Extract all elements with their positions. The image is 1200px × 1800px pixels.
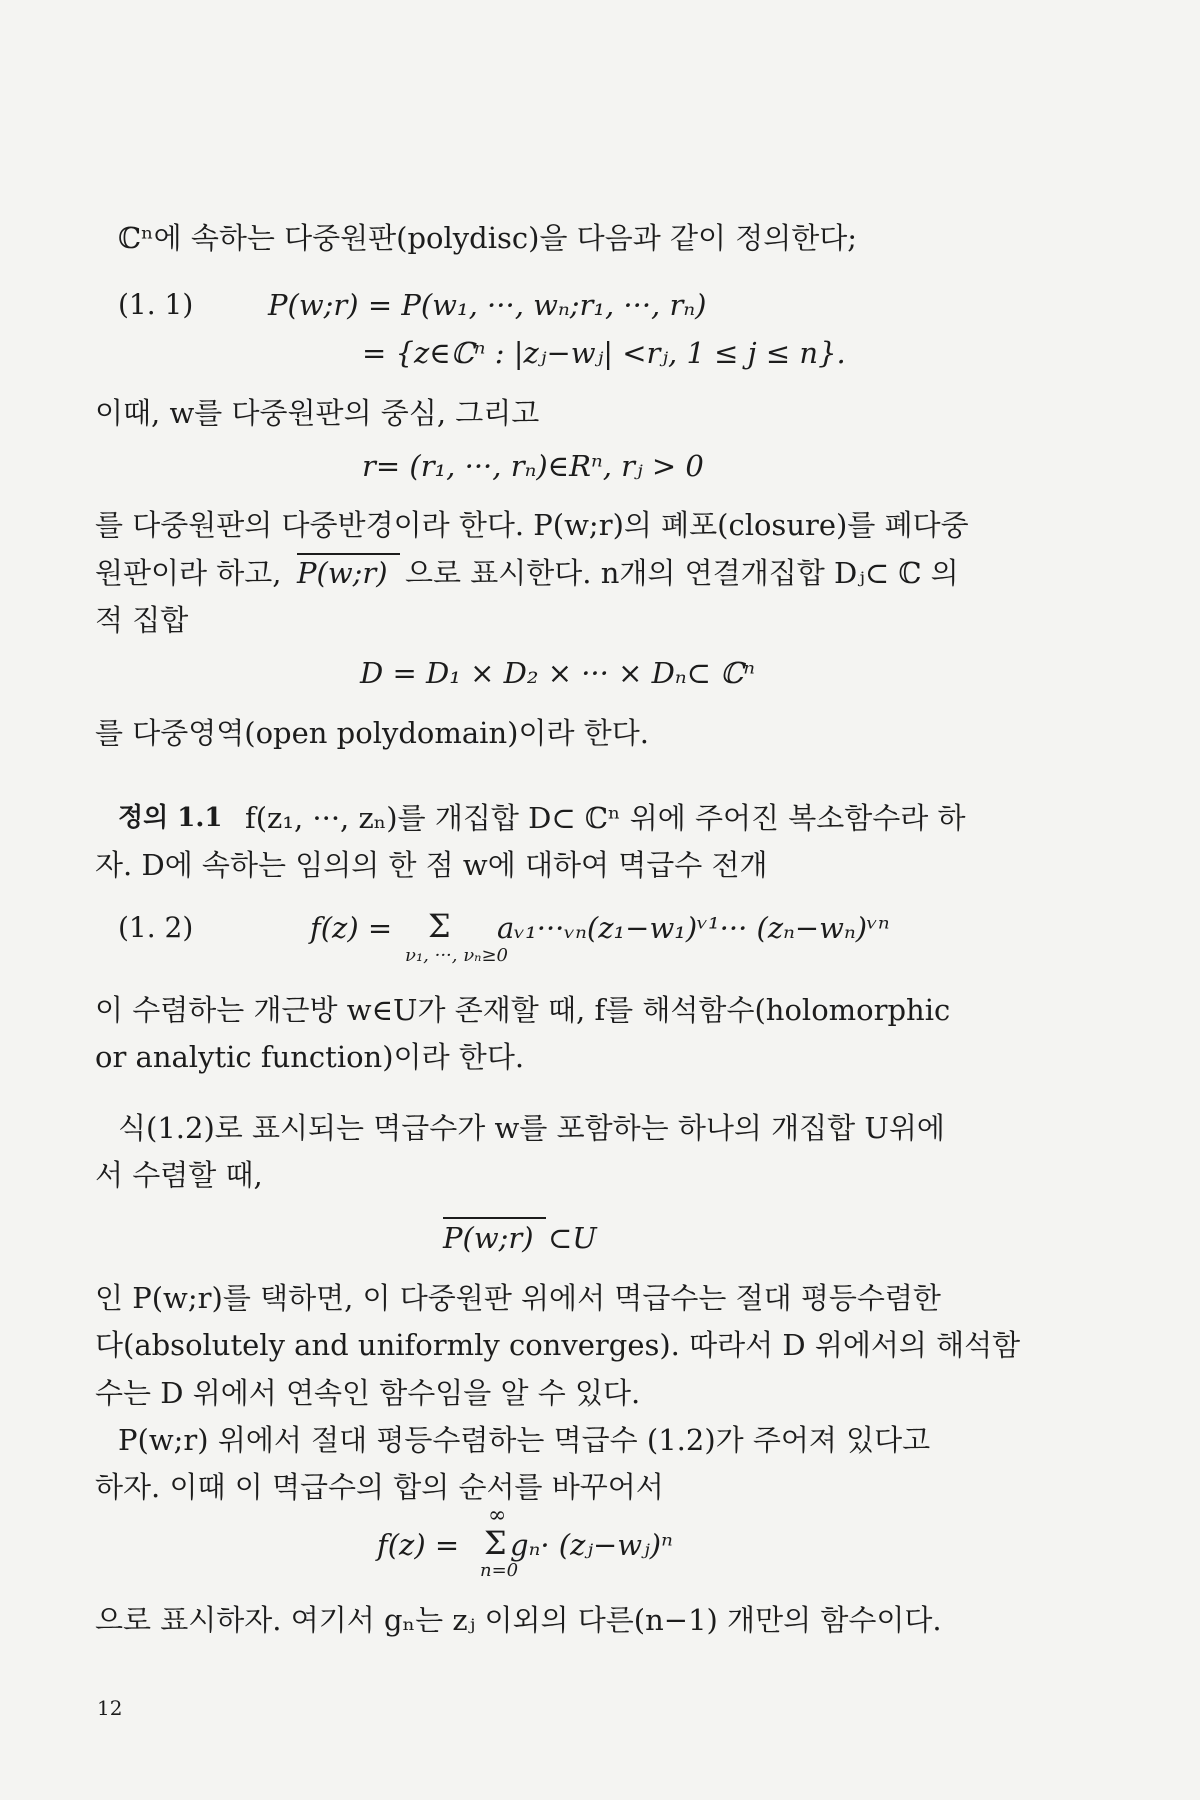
summation-upper-limit: ∞ xyxy=(488,1503,507,1528)
paragraph-line: 적 집합 xyxy=(95,603,189,637)
definition-label: 정의 1.1 xyxy=(118,803,223,833)
paragraph-line: 다(absolutely and uniformly converges). 따라서 D 위에서의 해석함 xyxy=(95,1328,1021,1362)
equation-line: r= (r₁, ···, rₙ)∈Rⁿ, rⱼ > 0 xyxy=(362,449,704,483)
paragraph-line: 원판이라 하고, xyxy=(95,556,282,590)
paragraph-line: 으로 표시한다. n개의 연결개집합 Dⱼ⊂ ℂ 의 xyxy=(405,556,959,590)
equation-line: ⊂U xyxy=(548,1221,597,1255)
closure-symbol: P(w;r) xyxy=(297,556,388,590)
paragraph-line: or analytic function)이라 한다. xyxy=(95,1040,525,1074)
paragraph-line: 으로 표시하자. 여기서 gₙ는 zⱼ 이외의 다른(n−1) 개만의 함수이다. xyxy=(95,1603,942,1637)
paragraph-line: P(w;r) 위에서 절대 평등수렴하는 멱급수 (1.2)가 주어져 있다고 xyxy=(118,1423,931,1457)
equation-body: gₙ· (zⱼ−wⱼ)ⁿ xyxy=(510,1528,673,1562)
equation-line: = {z∈ℂⁿ : |zⱼ−wⱼ| <rⱼ, 1 ≤ j ≤ n}. xyxy=(362,336,846,370)
equation-lhs: f(z) = xyxy=(377,1528,460,1562)
paragraph-line: 자. D에 속하는 임의의 한 점 w에 대하여 멱급수 전개 xyxy=(95,848,768,882)
page-number: 12 xyxy=(97,1696,123,1720)
equation-number: (1. 2) xyxy=(118,911,194,944)
summation-lower-limit: n=0 xyxy=(480,1560,519,1581)
paragraph-line: 이 수렴하는 개근방 w∈U가 존재할 때, f를 해석함수(holomorphic xyxy=(95,993,951,1027)
paragraph-line: 서 수렴할 때, xyxy=(95,1158,263,1192)
paragraph-line: 이때, w를 다중원판의 중심, 그리고 xyxy=(95,396,540,430)
summation-symbol: Σ xyxy=(484,1524,507,1562)
equation-number: (1. 1) xyxy=(118,288,194,321)
paragraph-line: 를 다중영역(open polydomain)이라 한다. xyxy=(95,716,649,750)
equation-line: D = D₁ × D₂ × ··· × Dₙ⊂ ℂⁿ xyxy=(360,656,755,690)
paragraph-line: 수는 D 위에서 연속인 함수임을 알 수 있다. xyxy=(95,1376,641,1410)
equation-line: P(w;r) = P(w₁, ···, wₙ;r₁, ···, rₙ) xyxy=(268,288,707,322)
summation-symbol: Σ xyxy=(428,907,451,945)
paragraph-line: 하자. 이때 이 멱급수의 합의 순서를 바꾸어서 xyxy=(95,1470,664,1504)
paragraph-line: f(z₁, ···, zₙ)를 개집합 D⊂ ℂⁿ 위에 주어진 복소함수라 하 xyxy=(245,801,966,835)
paragraph-line: 인 P(w;r)를 택하면, 이 다중원판 위에서 멱급수는 절대 평등수렴한 xyxy=(95,1281,941,1315)
summation-index: ν₁, ···, νₙ≥0 xyxy=(405,945,508,966)
paragraph-line: 식(1.2)로 표시되는 멱급수가 w를 포함하는 하나의 개집합 U위에 xyxy=(118,1111,945,1145)
paragraph-line: 를 다중원판의 다중반경이라 한다. P(w;r)의 폐포(closure)를 폐다중 xyxy=(95,508,969,542)
closure-symbol: P(w;r) xyxy=(443,1221,534,1255)
paragraph-line: ℂⁿ에 속하는 다중원판(polydisc)을 다음과 같이 정의한다; xyxy=(118,221,858,255)
equation-body: aᵥ₁···ᵥₙ(z₁−w₁)ᵛ¹··· (zₙ−wₙ)ᵛⁿ xyxy=(497,911,890,945)
equation-lhs: f(z) = xyxy=(310,911,393,945)
